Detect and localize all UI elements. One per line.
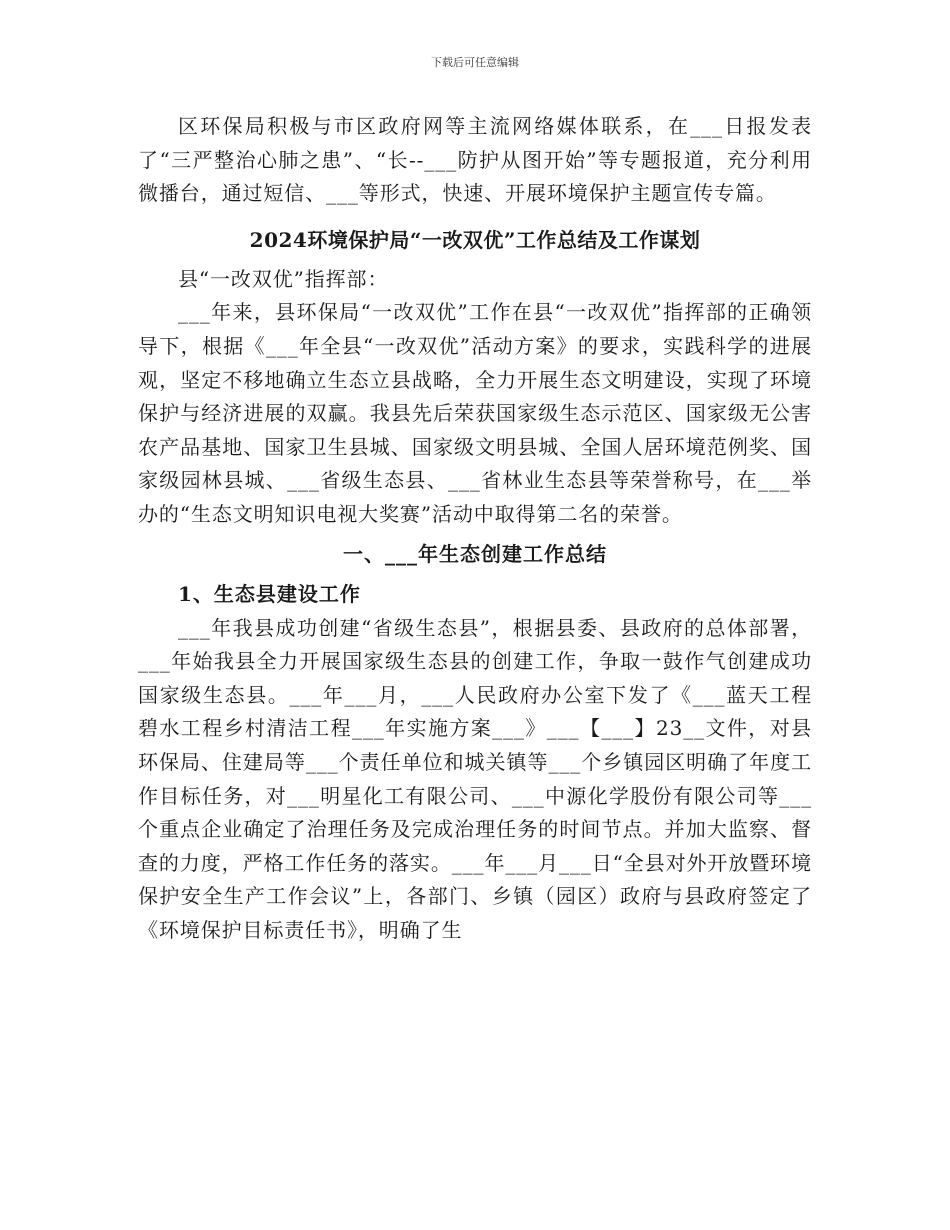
page-header-watermark: 下载后可任意编辑 (431, 56, 519, 69)
intro-paragraph: 区环保局积极与市区政府网等主流网络媒体联系，在___日报发表了“三严整治心肺之患”、“长--___防护从图开始”等专题报道，充分利用微播台，通过短信、___等形式，快速、开展环境保护主题宣传专篇。 (138, 114, 812, 206)
salutation: 县“一改双优”指挥部： (178, 266, 389, 291)
sub-heading: 1、生态县建设工作 (178, 581, 361, 606)
paragraph-2: ___年我县成功创建“省级生态县”，根据县委、县政府的总体部署，___年始我县全力开展国家级生态县的创建工作，争取一鼓作气创建成功国家级生态县。___年___月，___人民政府办公室下发了《___蓝天工程碧水工程乡村清洁工程___年实施方案___》___【___】23__文件，对县环保局、住建局等___个责任单位和城关镇等___个乡镇园区明确了年度工作目标任务，对___明星化工有限公司、___中源化学股份有限公司等___个重点企业确定了治理任务及完成治理任务的时间节点。并加大监察、督查的力度，严格工作任务的落实。___年___月___日“全县对外开放暨环境保护安全生产工作会议”上，各部门、乡镇（园区）政府与县政府签定了《环境保护目标责任书》，明确了生 (138, 615, 812, 942)
document-title: 2024环境保护局“一改双优”工作总结及工作谋划 (249, 227, 701, 252)
document-body (138, 110, 812, 947)
section-heading: 一、___年生态创建工作总结 (343, 541, 607, 566)
paragraph-1: ___年来，县环保局“一改双优”工作在县“一改双优”指挥部的正确领导下，根据《___年全县“一改双优”活动方案》的要求，实践科学的进展观，坚定不移地确立生态立县战略，全力开展生态文明建设，实现了环境保护与经济进展的双赢。我县先后荣获国家级生态示范区、国家级无公害农产品基地、国家卫生县城、国家级文明县城、全国人居环境范例奖、国家级园林县城、___省级生态县、___省林业生态县等荣誉称号，在___举办的“生态文明知识电视大奖赛”活动中取得第二名的荣誉。 (138, 300, 812, 526)
